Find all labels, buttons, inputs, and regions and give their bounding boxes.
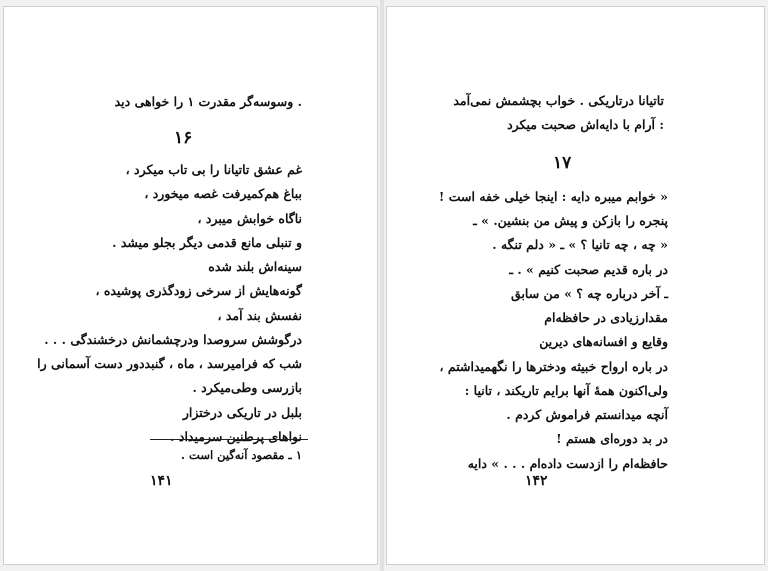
poem-line: « خوابم میبره دایه : اینجا خیلی خفه است ! (438, 189, 668, 204)
poem-line: بباغ هم‌کمیرفت غصه میخورد ، (144, 186, 302, 201)
page-number: ۱۴۲ (525, 473, 548, 489)
poem-line: در باره قدیم صحبت کنیم » . ـ (509, 262, 668, 277)
poem-line: « چه ، چه تانیا ؟ » ـ « دلم تنگه . (492, 237, 668, 252)
poem-line: بازرسی وطی‌میکرد . (192, 380, 302, 395)
poem-line: درگوشش سروصدا ودرچشمانش درخشندگی . . . (44, 332, 302, 347)
poem-line: مقدارزیادی در حافظه‌ام (544, 310, 668, 325)
poem-line: گونه‌هایش از سرخی زودگذری پوشیده ، (95, 283, 302, 298)
intro-line: تاتیانا درتاریکی . خواب بچشمش نمی‌آمد (453, 93, 664, 108)
poem-line: نواهای پرطنین سرمیداد . (170, 429, 302, 444)
poem-line: شب که فرامیرسد ، ماه ، گنبددور دست آسمانی را (37, 356, 302, 371)
poem-line: غم عشق تاتیانا را بی تاب میکرد ، (125, 162, 302, 177)
footnote: ۱ ـ مقصود آنه‌گین است . (181, 448, 302, 462)
right-page (386, 6, 765, 565)
poem-line: ولی‌اکنون همهٔ آنها برایم تاریکند ، تانیا : (464, 383, 668, 398)
poem-line: حافظه‌ام را ازدست داده‌ام . . . » دایه (467, 456, 668, 471)
section-number: ۱۶ (174, 128, 193, 148)
poem-line: ناگاه خوابش میبرد ، (197, 211, 302, 226)
poem-line: در بد دوره‌ای هستم ! (556, 431, 668, 446)
book-spine (380, 0, 384, 571)
intro-line: آرام با دایه‌اش صحبت میکرد : (507, 117, 664, 132)
poem-line: و تنبلی مانع قدمی دیگر بجلو میشد . (112, 235, 302, 250)
poem-line: بلبل در تاریکی درختزار (182, 405, 302, 420)
poem-line: پنجره را بازکن و پیش من بنشین. » ـ (473, 213, 668, 228)
poem-line: ـ آخر درباره چه ؟ » من سابق (511, 286, 668, 301)
left-page (3, 6, 378, 565)
poem-line: در باره ارواح خبیثه ودخترها را نگهمیداشتم ، (439, 359, 668, 374)
page-number: ۱۴۱ (150, 473, 173, 489)
intro-line: وسوسه‌گر مقدرت ۱ را خواهی دید . (114, 94, 302, 109)
poem-line: سینه‌اش بلند شده (208, 259, 302, 274)
footnote-divider (150, 439, 308, 440)
poem-line: آنچه میدانستم فراموش کردم . (506, 407, 668, 422)
poem-line: نفسش بند آمد ، (217, 308, 302, 323)
poem-line: وقایع و افسانه‌های دیرین (539, 334, 668, 349)
section-number: ۱۷ (553, 153, 572, 173)
